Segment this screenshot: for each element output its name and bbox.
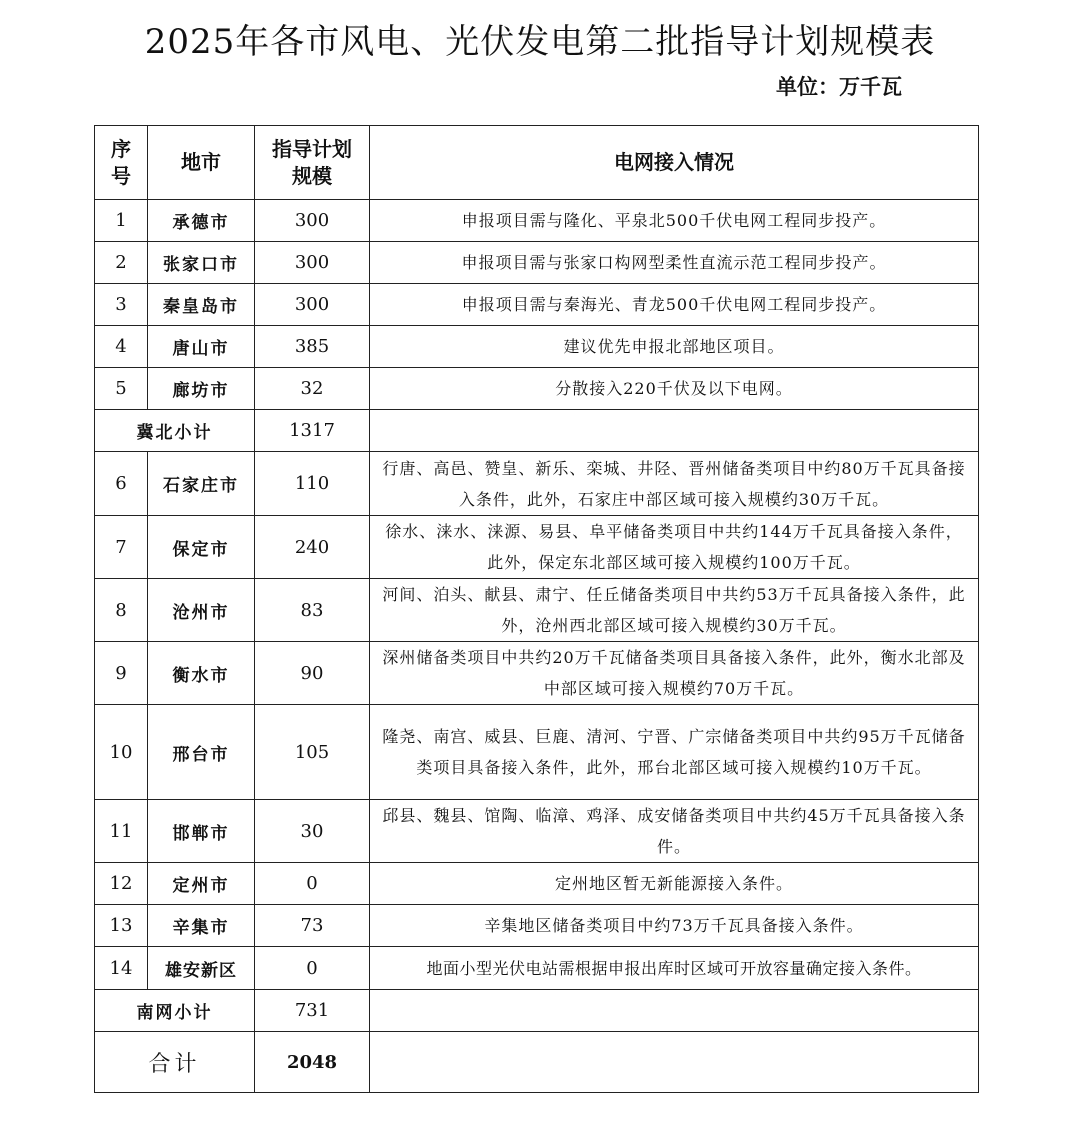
- subtotal-south-value: 731: [255, 990, 370, 1032]
- subtotal-row-north: [95, 410, 979, 452]
- row-scale: 83: [255, 579, 370, 642]
- row-scale: 300: [255, 200, 370, 242]
- row-grid-access: 徐水、涞水、涞源、易县、阜平储备类项目中共约144万千瓦具备接入条件，此外，保定东北部区域可接入规模约100万千瓦。: [370, 516, 979, 579]
- row-city: 石家庄市: [148, 452, 255, 516]
- row-grid-access: 河间、泊头、献县、肃宁、任丘储备类项目中共约53万千瓦具备接入条件，此外，沧州西北部区域可接入规模约30万千瓦。: [370, 579, 979, 642]
- header-scale: 指导计划规模: [255, 126, 370, 200]
- row-scale: 300: [255, 242, 370, 284]
- table-row: [95, 705, 979, 800]
- row-city: 衡水市: [148, 642, 255, 705]
- row-grid-access: 申报项目需与秦海光、青龙500千伏电网工程同步投产。: [370, 284, 979, 326]
- row-grid-access: 隆尧、南宫、威县、巨鹿、清河、宁晋、广宗储备类项目中共约95万千瓦储备类项目具备接入条件，此外，邢台北部区域可接入规模约10万千瓦。: [370, 705, 979, 800]
- table-row: [95, 800, 979, 863]
- header-city: 地市: [148, 126, 255, 200]
- row-number: 11: [95, 800, 148, 863]
- row-number: 3: [95, 284, 148, 326]
- row-scale: 300: [255, 284, 370, 326]
- row-city: 秦皇岛市: [148, 284, 255, 326]
- row-city: 唐山市: [148, 326, 255, 368]
- row-number: 9: [95, 642, 148, 705]
- row-number: 6: [95, 452, 148, 516]
- header-grid: 电网接入情况: [370, 126, 979, 200]
- row-number: 10: [95, 705, 148, 800]
- row-city: 邯郸市: [148, 800, 255, 863]
- row-number: 14: [95, 947, 148, 990]
- row-grid-access: 申报项目需与张家口构网型柔性直流示范工程同步投产。: [370, 242, 979, 284]
- row-scale: 32: [255, 368, 370, 410]
- subtotal-south-label: 南网小计: [95, 990, 255, 1032]
- table-row: [95, 516, 979, 579]
- row-city: 承德市: [148, 200, 255, 242]
- subtotal-north-empty: [370, 410, 979, 452]
- plan-table: [94, 125, 979, 1093]
- row-scale: 30: [255, 800, 370, 863]
- table-row: [95, 863, 979, 905]
- header-no: 序号: [95, 126, 148, 200]
- row-number: 12: [95, 863, 148, 905]
- row-grid-access: 申报项目需与隆化、平泉北500千伏电网工程同步投产。: [370, 200, 979, 242]
- row-grid-access: 邱县、魏县、馆陶、临漳、鸡泽、成安储备类项目中共约45万千瓦具备接入条件。: [370, 800, 979, 863]
- document-title: 2025年各市风电、光伏发电第二批指导计划规模表: [144, 22, 936, 62]
- row-number: 7: [95, 516, 148, 579]
- row-scale: 110: [255, 452, 370, 516]
- row-number: 1: [95, 200, 148, 242]
- subtotal-south-empty: [370, 990, 979, 1032]
- header-row: [95, 126, 979, 200]
- row-number: 8: [95, 579, 148, 642]
- row-city: 廊坊市: [148, 368, 255, 410]
- row-city: 保定市: [148, 516, 255, 579]
- row-grid-access: 深州储备类项目中共约20万千瓦储备类项目具备接入条件，此外，衡水北部及中部区域可接入规模约70万千瓦。: [370, 642, 979, 705]
- row-city: 邢台市: [148, 705, 255, 800]
- row-city: 定州市: [148, 863, 255, 905]
- row-city: 雄安新区: [148, 947, 255, 990]
- row-city: 张家口市: [148, 242, 255, 284]
- subtotal-north-label: 冀北小计: [95, 410, 255, 452]
- total-value: 2048: [255, 1032, 370, 1093]
- total-label: 合计: [95, 1032, 255, 1093]
- table-row: [95, 368, 979, 410]
- subtotal-row-south: [95, 990, 979, 1032]
- row-grid-access: 行唐、高邑、赞皇、新乐、栾城、井陉、晋州储备类项目中约80万千瓦具备接入条件，此外，石家庄中部区域可接入规模约30万千瓦。: [370, 452, 979, 516]
- row-scale: 90: [255, 642, 370, 705]
- table-row: [95, 579, 979, 642]
- table-row: [95, 947, 979, 990]
- unit-label: 单位：万千瓦: [776, 75, 902, 99]
- row-grid-access: 地面小型光伏电站需根据申报出库时区域可开放容量确定接入条件。: [370, 947, 979, 990]
- row-scale: 73: [255, 905, 370, 947]
- row-scale: 0: [255, 947, 370, 990]
- table-row: [95, 452, 979, 516]
- table-row: [95, 284, 979, 326]
- row-scale: 105: [255, 705, 370, 800]
- row-grid-access: 辛集地区储备类项目中约73万千瓦具备接入条件。: [370, 905, 979, 947]
- row-city: 辛集市: [148, 905, 255, 947]
- row-number: 5: [95, 368, 148, 410]
- row-grid-access: 分散接入220千伏及以下电网。: [370, 368, 979, 410]
- row-scale: 0: [255, 863, 370, 905]
- row-number: 13: [95, 905, 148, 947]
- row-number: 2: [95, 242, 148, 284]
- table-row: [95, 200, 979, 242]
- row-city: 沧州市: [148, 579, 255, 642]
- table-row: [95, 326, 979, 368]
- row-grid-access: 建议优先申报北部地区项目。: [370, 326, 979, 368]
- row-scale: 240: [255, 516, 370, 579]
- table-row: [95, 905, 979, 947]
- total-row: [95, 1032, 979, 1093]
- row-grid-access: 定州地区暂无新能源接入条件。: [370, 863, 979, 905]
- table-row: [95, 242, 979, 284]
- row-number: 4: [95, 326, 148, 368]
- table-row: [95, 642, 979, 705]
- total-empty: [370, 1032, 979, 1093]
- row-scale: 385: [255, 326, 370, 368]
- subtotal-north-value: 1317: [255, 410, 370, 452]
